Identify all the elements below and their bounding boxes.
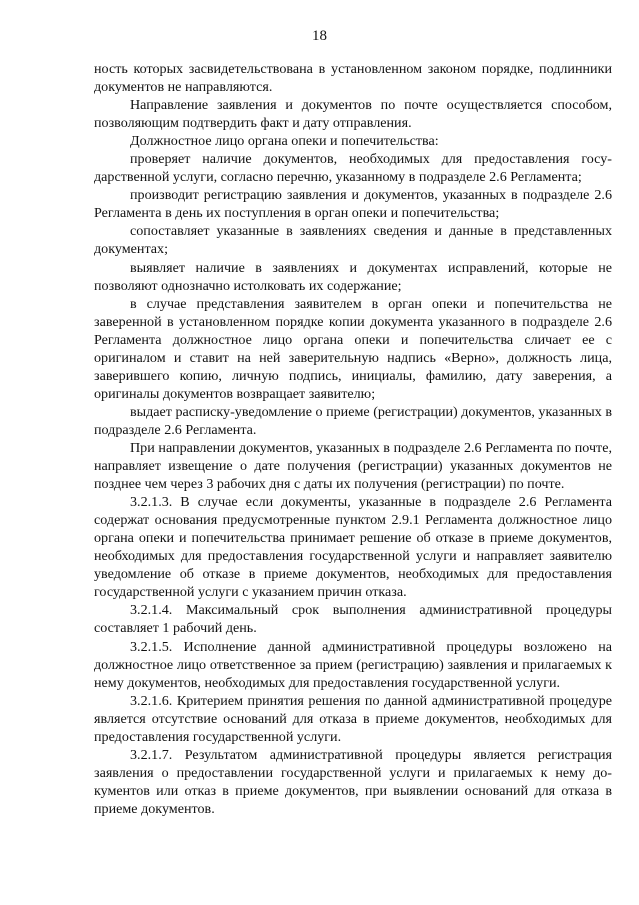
paragraph: в случае представления заявителем в орган опеки и попечительства не заверенной в установленном порядке копии документа указанного в подразделе 2.6 Регламента должностное лицо органа опеки и попечительства сличает ее с оригиналом и ставит на ней заверительную надпись «Верно», должность лица, заверившего копию, личную подпись, инициалы, фамилию, дату заверения, а оригиналы документов возвращает заявителю;	[94, 295, 612, 402]
paragraph: сопоставляет указанные в заявлениях сведения и данные в представленных документах;	[94, 223, 612, 258]
paragraph: При направлении документов, указанных в подразделе 2.6 Регламента по почте, направляет извещение о дате получения (регистрации) указанных документов не позднее чем через 3 рабочих дня с даты их получения (регистрации) по почте.	[94, 439, 612, 493]
body-text	[94, 60, 612, 818]
paragraph: производит регистрацию заявления и документов, указанных в подразделе 2.6 Регламента в день их поступления в орган опеки и попечительства;	[94, 187, 612, 222]
page-number: 18	[312, 28, 327, 44]
paragraph: 3.2.1.5. Исполнение данной административной процедуры возложено на должностное лицо ответственное за прием (регистрацию) заявления и прилагаемых к нему документов, необходимых для предоставления государственной услуги.	[94, 638, 612, 691]
paragraph: 3.2.1.7. Результатом административной процедуры является регистрация заявления о предоставлении государственной услуги и прилагаемых к нему документов или отказ в приеме документов, при выявлении оснований для отказа в приеме документов.	[94, 746, 612, 817]
paragraph: Должностное лицо органа опеки и попечительства:	[130, 133, 439, 150]
paragraph: 3.2.1.4. Максимальный срок выполнения административной процедуры составляет 1 рабочий день.	[94, 602, 612, 637]
paragraph: выявляет наличие в заявлениях и документах исправлений, которые не позволяют однозначно истолковать их содержание;	[94, 259, 612, 294]
paragraph: 3.2.1.3. В случае если документы, указанные в подразделе 2.6 Регламента содержат основания предусмотренные пунктом 2.9.1 Регламента должностное лицо органа опеки и попечительства принимает решение об отказе в приеме документов, необходимых для предоставления государственной услуги и направляет заявителю уведомление об отказе в приеме документов, необходимых для предоставления государственной услуги с указанием причин отказа.	[94, 494, 612, 601]
paragraph: Направление заявления и документов по почте осуществляется способом, позволяющим подтвердить факт и дату отправления.	[94, 97, 612, 132]
paragraph: проверяет наличие документов, необходимых для предоставления государственной услуги, согласно перечню, указанному в подразделе 2.6 Регламента;	[94, 151, 612, 186]
paragraph: ность которых засвидетельствована в установленном законом порядке, подлинники документов не направляются.	[94, 61, 612, 96]
paragraph: выдает расписку-уведомление о приеме (регистрации) документов, указанных в подразделе 2.6 Регламента.	[94, 403, 612, 438]
paragraph: 3.2.1.6. Критерием принятия решения по данной административной процедуре является отсутствие оснований для отказа в приеме документов, необходимых для предоставления государственной услуги.	[94, 692, 612, 745]
